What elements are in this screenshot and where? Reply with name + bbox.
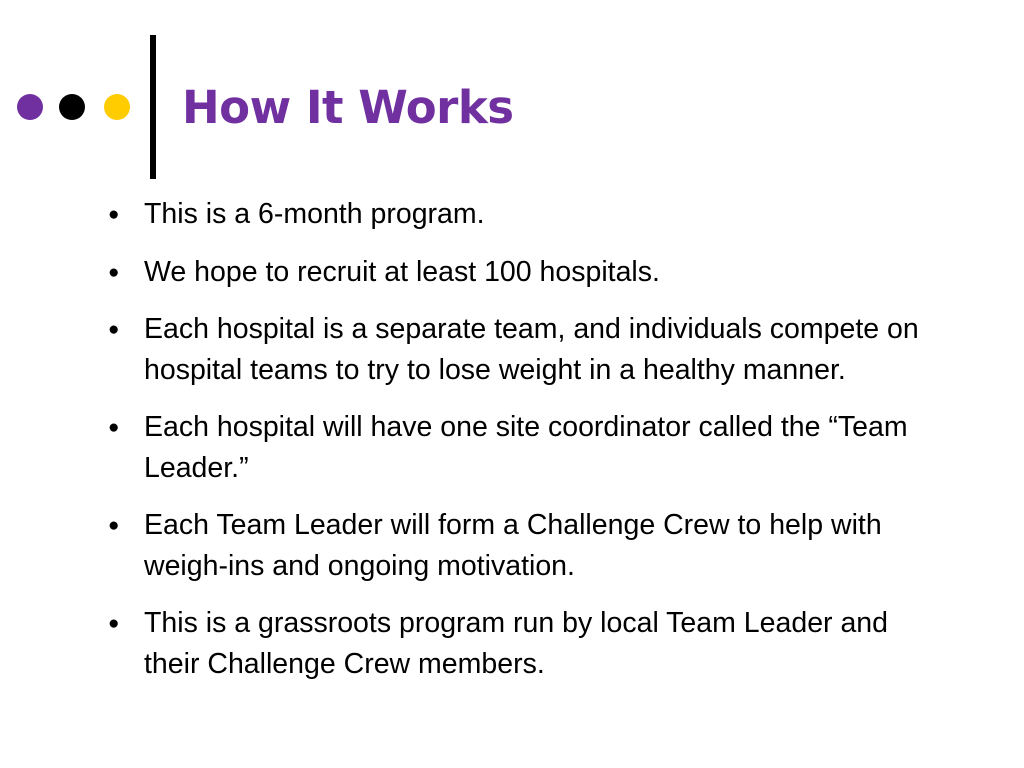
bullet-text: Each hospital will have one site coordinator called the “Team Leader.” bbox=[144, 411, 908, 484]
bullet-item bbox=[102, 194, 922, 235]
bullet-dot-icon: ● bbox=[108, 417, 120, 438]
bullet-text: This is a grassroots program run by local Team Leader and their Challenge Crew members. bbox=[144, 607, 889, 680]
bullet-item bbox=[102, 603, 922, 684]
bullet-dot-icon: ● bbox=[108, 515, 120, 536]
bullet-text: Each hospital is a separate team, and individuals compete on hospital teams to try to lose weight in a healthy manner. bbox=[144, 313, 919, 386]
bullet-item bbox=[102, 407, 922, 488]
bullet-item bbox=[102, 309, 922, 390]
title-divider-bar bbox=[150, 35, 156, 179]
bullet-text: This is a 6-month program. bbox=[144, 198, 485, 230]
purple-dot-decoration bbox=[17, 94, 43, 120]
bullet-text: Each Team Leader will form a Challenge Crew to help with weigh-ins and ongoing motivation. bbox=[144, 509, 882, 582]
slide-title: How It Works bbox=[182, 81, 514, 134]
bullet-dot-icon: ● bbox=[108, 613, 120, 634]
yellow-dot-decoration bbox=[104, 94, 130, 120]
bullet-item bbox=[102, 252, 922, 293]
bullet-item bbox=[102, 505, 922, 586]
bullet-dot-icon: ● bbox=[108, 204, 120, 225]
black-dot-decoration bbox=[59, 94, 85, 120]
bullet-list bbox=[102, 194, 922, 701]
bullet-dot-icon: ● bbox=[108, 319, 120, 340]
bullet-text: We hope to recruit at least 100 hospitals. bbox=[144, 255, 660, 288]
bullet-dot-icon: ● bbox=[108, 261, 120, 283]
